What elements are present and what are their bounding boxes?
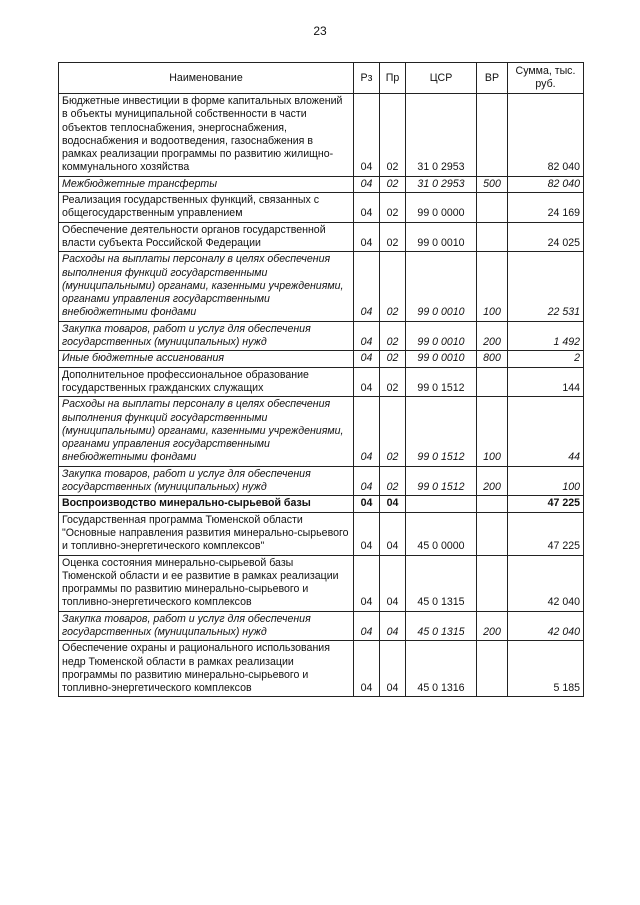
budget-table — [58, 62, 584, 697]
cell-sum: 47 225 — [508, 512, 584, 555]
table-row — [59, 222, 584, 252]
cell-rz: 04 — [354, 367, 380, 397]
table-row — [59, 351, 584, 367]
table-row — [59, 496, 584, 512]
cell-rz: 04 — [354, 512, 380, 555]
header-vr: ВР — [477, 63, 508, 94]
cell-sum: 22 531 — [508, 252, 584, 321]
cell-rz: 04 — [354, 611, 380, 641]
header-sum: Сумма, тыс. руб. — [508, 63, 584, 94]
cell-sum: 144 — [508, 367, 584, 397]
cell-csr: 45 0 1315 — [406, 555, 477, 611]
cell-vr — [477, 555, 508, 611]
cell-rz: 04 — [354, 176, 380, 192]
cell-sum: 82 040 — [508, 176, 584, 192]
cell-csr: 99 0 0000 — [406, 193, 477, 223]
cell-pr: 04 — [380, 641, 406, 697]
cell-rz: 04 — [354, 193, 380, 223]
cell-name: Закупка товаров, работ и услуг для обеспечения государственных (муниципальных) нужд — [59, 611, 354, 641]
table-row — [59, 555, 584, 611]
cell-vr: 100 — [477, 252, 508, 321]
cell-name: Расходы на выплаты персоналу в целях обеспечения выполнения функций государственными (муниципальными) органами, казенными учреждениями, органами управления государственными внебюджетными фондами — [59, 252, 354, 321]
cell-pr: 02 — [380, 193, 406, 223]
cell-vr — [477, 641, 508, 697]
cell-vr — [477, 222, 508, 252]
cell-vr: 500 — [477, 176, 508, 192]
cell-vr — [477, 193, 508, 223]
cell-rz: 04 — [354, 94, 380, 177]
cell-sum: 42 040 — [508, 611, 584, 641]
cell-pr: 02 — [380, 367, 406, 397]
cell-csr: 45 0 1315 — [406, 611, 477, 641]
cell-vr: 100 — [477, 397, 508, 466]
cell-vr: 200 — [477, 611, 508, 641]
cell-csr: 99 0 0010 — [406, 351, 477, 367]
cell-rz: 04 — [354, 252, 380, 321]
cell-pr: 02 — [380, 397, 406, 466]
header-rz: Рз — [354, 63, 380, 94]
cell-csr: 99 0 1512 — [406, 397, 477, 466]
cell-vr — [477, 496, 508, 512]
cell-name: Государственная программа Тюменской области "Основные направления развития минерально-сырьевого и топливно-энергетического комплексов" — [59, 512, 354, 555]
table-row — [59, 611, 584, 641]
cell-pr: 04 — [380, 555, 406, 611]
cell-rz: 04 — [354, 496, 380, 512]
table-row — [59, 367, 584, 397]
cell-sum: 82 040 — [508, 94, 584, 177]
cell-name: Обеспечение охраны и рационального использования недр Тюменской области в рамках реализации программы по развитию минерально-сырьевого и топливно-энергетического комплексов — [59, 641, 354, 697]
cell-csr: 99 0 0010 — [406, 321, 477, 351]
cell-csr: 99 0 0010 — [406, 252, 477, 321]
table-row — [59, 397, 584, 466]
table-row — [59, 176, 584, 192]
cell-pr: 02 — [380, 351, 406, 367]
cell-csr: 99 0 1512 — [406, 367, 477, 397]
cell-pr: 02 — [380, 321, 406, 351]
cell-pr: 02 — [380, 94, 406, 177]
cell-rz: 04 — [354, 466, 380, 496]
cell-csr: 45 0 0000 — [406, 512, 477, 555]
header-name: Наименование — [59, 63, 354, 94]
cell-sum: 24 025 — [508, 222, 584, 252]
cell-name: Реализация государственных функций, связанных с общегосударственным управлением — [59, 193, 354, 223]
cell-rz: 04 — [354, 222, 380, 252]
cell-csr: 31 0 2953 — [406, 94, 477, 177]
cell-sum: 24 169 — [508, 193, 584, 223]
cell-sum: 100 — [508, 466, 584, 496]
cell-csr: 99 0 0010 — [406, 222, 477, 252]
cell-pr: 02 — [380, 466, 406, 496]
cell-name: Расходы на выплаты персоналу в целях обеспечения выполнения функций государственными (муниципальными) органами, казенными учреждениями, органами управления государственными внебюджетными фондами — [59, 397, 354, 466]
table-row — [59, 466, 584, 496]
cell-pr: 04 — [380, 611, 406, 641]
cell-vr — [477, 512, 508, 555]
cell-name: Обеспечение деятельности органов государственной власти субъекта Российской Федерации — [59, 222, 354, 252]
cell-name: Межбюджетные трансферты — [59, 176, 354, 192]
cell-pr: 04 — [380, 496, 406, 512]
cell-sum: 2 — [508, 351, 584, 367]
table-row — [59, 321, 584, 351]
table-row — [59, 94, 584, 177]
table-header-row — [59, 63, 584, 94]
cell-vr: 800 — [477, 351, 508, 367]
cell-vr: 200 — [477, 466, 508, 496]
cell-sum: 5 185 — [508, 641, 584, 697]
cell-csr: 99 0 1512 — [406, 466, 477, 496]
cell-name: Воспроизводство минерально-сырьевой базы — [59, 496, 354, 512]
cell-name: Иные бюджетные ассигнования — [59, 351, 354, 367]
table-row — [59, 193, 584, 223]
cell-sum: 42 040 — [508, 555, 584, 611]
cell-vr — [477, 94, 508, 177]
cell-rz: 04 — [354, 641, 380, 697]
cell-name: Дополнительное профессиональное образование государственных гражданских служащих — [59, 367, 354, 397]
cell-csr — [406, 496, 477, 512]
cell-name: Закупка товаров, работ и услуг для обеспечения государственных (муниципальных) нужд — [59, 466, 354, 496]
cell-name: Закупка товаров, работ и услуг для обеспечения государственных (муниципальных) нужд — [59, 321, 354, 351]
table-row — [59, 512, 584, 555]
cell-pr: 04 — [380, 512, 406, 555]
cell-sum: 47 225 — [508, 496, 584, 512]
cell-csr: 31 0 2953 — [406, 176, 477, 192]
cell-sum: 1 492 — [508, 321, 584, 351]
cell-rz: 04 — [354, 397, 380, 466]
cell-rz: 04 — [354, 351, 380, 367]
cell-pr: 02 — [380, 176, 406, 192]
cell-name: Бюджетные инвестиции в форме капитальных вложений в объекты муниципальной собственности в части объектов теплоснабжения, энергоснабжения, водоснабжения и водоотведения, газоснабжения в рамках реализации программы по развитию жилищно-коммунального хозяйства — [59, 94, 354, 177]
table-row — [59, 641, 584, 697]
header-pr: Пр — [380, 63, 406, 94]
cell-vr: 200 — [477, 321, 508, 351]
cell-rz: 04 — [354, 321, 380, 351]
cell-vr — [477, 367, 508, 397]
table-row — [59, 252, 584, 321]
cell-name: Оценка состояния минерально-сырьевой базы Тюменской области и ее развитие в рамках реализации программы по развитию минерально-сырьевого и топливно-энергетического комплексов — [59, 555, 354, 611]
page-number: 23 — [313, 24, 327, 38]
cell-sum: 44 — [508, 397, 584, 466]
cell-csr: 45 0 1316 — [406, 641, 477, 697]
cell-pr: 02 — [380, 252, 406, 321]
cell-pr: 02 — [380, 222, 406, 252]
header-csr: ЦСР — [406, 63, 477, 94]
cell-rz: 04 — [354, 555, 380, 611]
